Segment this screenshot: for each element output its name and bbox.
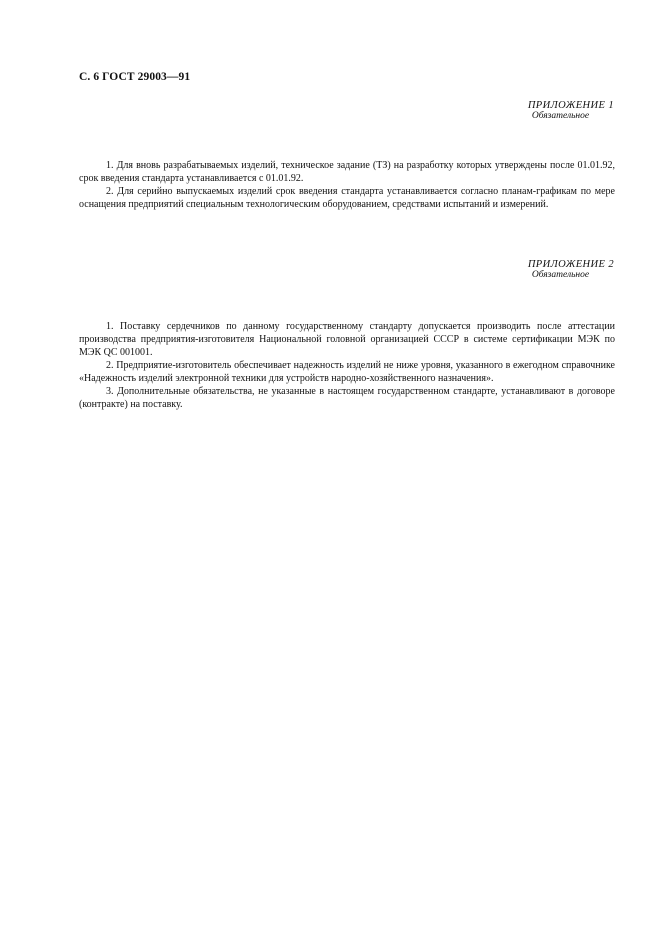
appendix-2-paragraph-1: 1. Поставку сердечников по данному государственному стандарту допускается производить после аттестации производства предприятия-изготовителя Национальной головной организацией СССР в системе сертификации МЭК по МЭК QC 001001. (79, 321, 615, 358)
appendix-1-paragraph-1: 1. Для вновь разрабатываемых изделий, техническое задание (ТЗ) на разработку которых утверждены после 01.01.92, срок введения стандарта устанавливается с 01.01.92. (79, 160, 615, 184)
appendix-1-title: ПРИЛОЖЕНИЕ 1 (527, 100, 614, 111)
appendix-2-heading (528, 259, 614, 280)
page-header: С. 6 ГОСТ 29003—91 (79, 71, 191, 83)
appendix-1-subtitle: Обязательное (531, 111, 590, 121)
appendix-1-paragraph-2: 2. Для серийно выпускаемых изделий срок введения стандарта устанавливается согласно планам-графикам по мере оснащения предприятий специальным технологическим оборудованием, средствами испытаний и измерений. (79, 186, 615, 210)
appendix-2-subtitle: Обязательное (531, 270, 590, 280)
appendix-1-body (79, 159, 615, 211)
appendix-2-paragraph-2: 2. Предприятие-изготовитель обеспечивает надежность изделий не ниже уровня, указанного в ежегодном справочнике «Надежность изделий электронной техники для устройств народно-хозяйственного назначения». (79, 360, 615, 384)
appendix-2-body (79, 320, 615, 411)
appendix-2-title: ПРИЛОЖЕНИЕ 2 (527, 259, 614, 270)
appendix-2-paragraph-3: 3. Дополнительные обязательства, не указанные в настоящем государственном стандарте, устанавливают в договоре (контракте) на поставку. (79, 386, 615, 410)
appendix-1-heading (528, 100, 614, 121)
